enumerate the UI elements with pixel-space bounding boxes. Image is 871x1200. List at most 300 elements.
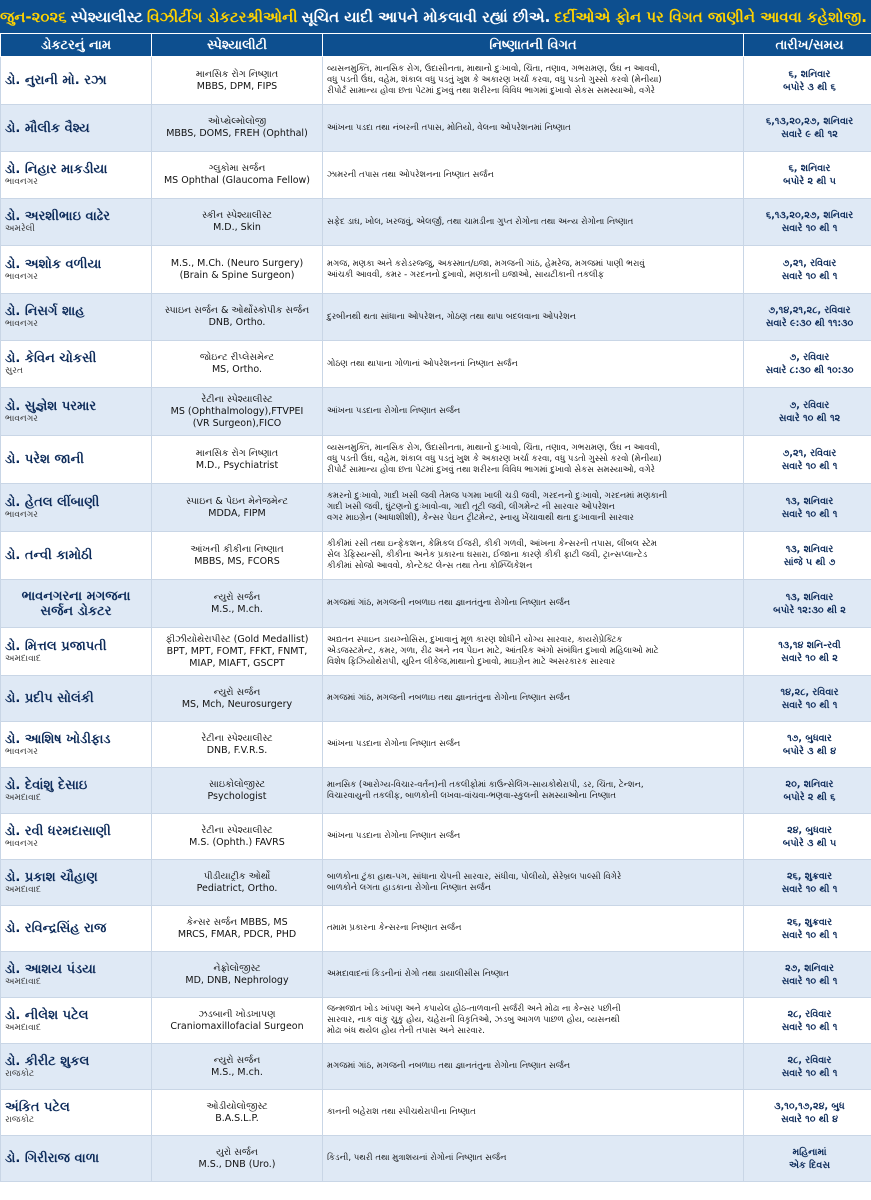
table-row: [1, 952, 871, 998]
specialty-line: ફીઝીયોથેરાપીસ્ટ (Gold Medallist): [165, 633, 309, 645]
specialty-line: સ્કીન સ્પેશ્યાલીસ્ટ: [202, 210, 272, 221]
doctor-name: ડો. કેવિન ચોકસી: [5, 351, 97, 366]
cell-details: [323, 814, 744, 860]
table-row: [1, 722, 871, 768]
doctor-name: ડો. આશય પંડયા: [5, 961, 96, 977]
cell-details: [323, 294, 744, 341]
cell-date-time: [744, 484, 871, 532]
doctor-city: અમદાવાદ: [5, 976, 41, 987]
cell-date-time: [744, 906, 871, 952]
doctor-schedule-table: [0, 33, 871, 1182]
cell-doctor: [1, 199, 152, 246]
specialty-line: BPT, MPT, FOMT, FFKT, FNMT,: [166, 645, 308, 657]
cell-date-time: [744, 580, 871, 628]
visit-date: ૨૮, રવિવાર: [787, 1054, 832, 1066]
cell-details: [323, 57, 744, 105]
cell-specialty: [152, 436, 323, 484]
cell-details: [323, 484, 744, 532]
visit-time: સવારે ૧૦ થી ૧: [781, 883, 838, 895]
cell-date-time: [744, 628, 871, 676]
detail-line: આંખના પડદાના રોગોના નિષ્ણાત સર્જન: [327, 831, 461, 841]
visit-time: સવારે ૮:૩૦ થી ૧૦:૩૦: [765, 365, 854, 376]
specialty-line: ન્યુરો સર્જન: [213, 1054, 261, 1066]
cell-doctor: [1, 1044, 152, 1090]
doctor-city: ભાવનગર: [5, 509, 38, 520]
visit-date: ૨૪, બુધવાર: [787, 824, 832, 836]
cell-details: [323, 676, 744, 722]
visit-time: સવારે ૯:૩૦ થી ૧૧:૩૦: [765, 318, 854, 329]
visit-time: સવારે ૧૦ થી ૧: [781, 699, 838, 711]
detail-line: અમદાવાદનાં કિડનીનાં રોગો તથા ડાયાલીસીસ નિષ્ણાત: [327, 969, 509, 979]
table-row: [1, 768, 871, 814]
cell-doctor: [1, 814, 152, 860]
specialty-line: M.D., Psychiatrist: [195, 459, 279, 471]
doctor-name: ડો. નીલેશ પટેલ: [5, 1007, 89, 1023]
cell-details: [323, 1044, 744, 1090]
detail-line: આંખના પડદાના રોગોના નિષ્ણાત સર્જન: [327, 739, 461, 749]
specialty-line: રેટીના સ્પેશ્યાલીસ્ટ: [201, 393, 273, 405]
specialty-line: રેટીના સ્પેશ્યાલીસ્ટ: [201, 824, 273, 836]
specialty-line: DNB, F.V.R.S.: [206, 744, 268, 756]
doctor-name: ડો. ગિરીરાજ વાળા: [5, 1151, 100, 1166]
doctor-city: ભાવનગર: [5, 319, 38, 329]
doctor-city: ભાવનગર: [5, 271, 38, 282]
visit-date: ૧૪,૨૮, રવિવાર: [780, 686, 839, 698]
banner-text-1: સ્પેશ્યાલીસ્ટ: [70, 7, 143, 26]
table-row: [1, 860, 871, 906]
detail-line: તમામ પ્રકારના કેન્સરના નિષ્ણાત સર્જન: [327, 923, 462, 933]
header-specialty: સ્પેશ્યાલીટી: [152, 34, 323, 57]
cell-details: [323, 768, 744, 814]
visit-time: સવારે ૧૦ થી ૧: [781, 929, 838, 941]
specialty-line: (VR Surgeon),FICO: [192, 417, 282, 429]
table-body: [1, 57, 871, 1182]
cell-date-time: [744, 57, 871, 105]
specialty-line: ઓડીયોલોજીસ્ટ: [206, 1100, 268, 1112]
specialty-line: ન્યુરો સર્જન: [213, 686, 261, 698]
cell-doctor: [1, 1090, 152, 1136]
cell-doctor: [1, 388, 152, 436]
visit-date: ૭, રવિવાર: [789, 399, 830, 411]
table-row: [1, 998, 871, 1044]
cell-doctor: [1, 722, 152, 768]
doctor-name: ડો. રવિન્દ્રસિંહ રાજ: [5, 921, 107, 936]
cell-date-time: [744, 388, 871, 436]
table-row: [1, 294, 871, 341]
doctor-city: અમદાવાદ: [5, 653, 41, 664]
visit-time: સવારે ૧૦ થી ૪: [780, 1113, 839, 1125]
specialty-line: MIAP, MIAFT, GSCPT: [189, 657, 285, 669]
specialty-line: MD, DNB, Nephrology: [185, 974, 289, 986]
specialty-line: MS Ophthal (Glaucoma Fellow): [163, 175, 311, 186]
banner-highlight: વિઝીટીંગ ડોકટરશ્રીઓની: [146, 7, 298, 26]
specialty-line: સ્પાઇન & પેઇન મેનેજમેન્ટ: [186, 495, 288, 507]
detail-line: વિશેષ ફિઝિયોથેરાપી, યુરિન લીકેજ,માથાનો દુખાવો, માઇગ્રેન માટે અસરકારક સારવાર: [327, 657, 616, 667]
table-row: [1, 1090, 871, 1136]
visit-time: બપોરે ૨ થી ૫: [783, 176, 836, 187]
detail-line: જન્મજાત ખોડ ખાંપણ અને કપાયેલ હોઠ-તાળવાની સર્જરી અને મોઢા ના કેન્સર પછીની: [327, 1004, 621, 1014]
specialty-line: સાઇકોલોજીસ્ટ: [208, 778, 266, 790]
cell-date-time: [744, 532, 871, 580]
detail-line: મોઢા બંધ થયેલ હોય તેની તપાસ અને સારવાર.: [327, 1026, 485, 1036]
visit-date: ૭,૨૧, રવિવાર: [782, 447, 837, 459]
detail-line: આંચકી આવવી, કમર - ગરદનનો દુખાવો, મણકાની ઇજાઓ, સાયટીકાની તકલીફ: [327, 269, 604, 280]
detail-line: સફેદ ડાઘ, ખોલ, ખરજવું, એલર્જી, તથા ચામડીના ગુપ્ત રોગોના તથા અન્ય રોગોના નિષ્ણાત: [327, 216, 634, 227]
table-row: [1, 676, 871, 722]
visit-date: ૭,૨૧, રવિવાર: [782, 257, 837, 269]
detail-line: સેલ ડેફિસ્યન્સી, કીકીના અનેક પ્રકારના ઘસારા, ઈજાના કારણે કીકી ફાટી જવી, ટ્રાન્સપ્લાન્ટેડ: [327, 550, 648, 560]
doctor-name: ડો. મૌલીક વૈશ્ય: [5, 120, 90, 136]
cell-doctor: [1, 952, 152, 998]
doctor-name: ડો. કીરીટ શુકલ: [5, 1053, 90, 1069]
detail-line: વિચારવાયુની તકલીફ, બાળકોની લખવા-વાંચવા-ભણવા-સ્કુલની સમસ્યાઓના નિષ્ણાત: [327, 790, 616, 801]
cell-details: [323, 1090, 744, 1136]
visit-date: ૨૬, શુક્રવાર: [786, 870, 832, 882]
doctor-name: ડો. પ્રકાશ ચૌહાણ: [5, 869, 98, 885]
table-row: [1, 814, 871, 860]
doctor-city: અમરેલી: [5, 224, 35, 234]
cell-date-time: [744, 998, 871, 1044]
visit-date: ૧૩,૧૪ શનિ-રવી: [778, 639, 841, 651]
visit-date: ૨૭, શનિવાર: [785, 962, 834, 974]
cell-doctor: [1, 57, 152, 105]
visit-date: ૨૬, શુક્રવાર: [786, 916, 832, 928]
cell-details: [323, 388, 744, 436]
detail-line: સારવાર, નાક વાંકુ ચુકુ હોય, ચહેરાની વિકૃતિઓ, ઝડબુ આગળ પાછળ હોય, વ્યસનથી: [327, 1015, 620, 1025]
doctor-name: ડો. નિસર્ગ શાહ: [5, 304, 85, 319]
specialty-line: યુરો સર્જન: [216, 1146, 258, 1158]
cell-specialty: [152, 860, 323, 906]
cell-date-time: [744, 860, 871, 906]
header-details: નિષ્ણાતની વિગત: [323, 34, 744, 57]
specialty-line: માનસિક રોગ નિષ્ણાત: [195, 447, 279, 459]
detail-line: દુરબીનથી થતા સાંધાના ઓપરેશન, ગોઠણ તથા થાપા બદલવાના ઓપરેશન: [327, 311, 576, 322]
cell-specialty: [152, 768, 323, 814]
doctor-name: ડો. હેતલ લીંબાણી: [5, 494, 100, 510]
detail-line: મગજ, મણકા અને કરોડરજ્જુ, અકસ્માત/ઇજા, મગજની ગાંઠ, હેમરેજ, મગજમાં પાણી ભરાવું: [327, 258, 645, 269]
specialty-line: MBBS, MS, FCORS: [194, 555, 280, 567]
table-row: [1, 436, 871, 484]
cell-specialty: [152, 580, 323, 628]
detail-line: રીપોર્ટ સામાન્ય હોવા છતા પેટમાં દુખવું તથા શરીરના વિવિધ ભાગમાં દુખાવો સેકસ સમસ્યાઓ, વગેરે: [327, 465, 655, 475]
cell-details: [323, 341, 744, 388]
cell-date-time: [744, 341, 871, 388]
specialty-line: M.S., DNB (Uro.): [198, 1158, 276, 1170]
cell-details: [323, 199, 744, 246]
detail-line: વધુ પડતી ઉંઘ, વહેમ, શંકાલ વધુ પડતું ખુશ કે અકારણ ખર્ચા કરવા, વધુ પડતો ગુસ્સો કરવો (મેનીયા): [327, 454, 662, 464]
cell-doctor: [1, 768, 152, 814]
table-row: [1, 199, 871, 246]
cell-doctor: [1, 436, 152, 484]
doctor-name: ડો. અશોક વળીયા: [5, 256, 102, 272]
specialty-line: MBBS, DPM, FIPS: [196, 80, 278, 92]
cell-doctor: [1, 998, 152, 1044]
cell-doctor: [1, 532, 152, 580]
specialty-line: સ્પાઇન સર્જન & ઓર્થોસ્કોપીક સર્જન: [164, 305, 310, 316]
cell-date-time: [744, 768, 871, 814]
cell-date-time: [744, 1136, 871, 1182]
specialty-line: Craniomaxillofacial Surgeon: [170, 1020, 304, 1032]
header-doctor-name: ડોકટરનું નામ: [1, 34, 152, 57]
table-row: [1, 246, 871, 294]
cell-date-time: [744, 105, 871, 152]
cell-date-time: [744, 676, 871, 722]
detail-line: ગોઠણ તથા થાપાના ગોળાનાં ઓપરેશનનાં નિષ્ણાત સર્જન: [327, 358, 518, 369]
specialty-line: MBBS, DOMS, FREH (Ophthal): [166, 128, 308, 139]
specialty-line: M.S., M.Ch. (Neuro Surgery): [170, 257, 304, 269]
visit-time: એક દિવસ: [788, 1159, 831, 1171]
cell-specialty: [152, 1044, 323, 1090]
specialty-line: MS, Mch, Neurosurgery: [181, 698, 293, 710]
specialty-line: ન્યુરો સર્જન: [213, 591, 261, 603]
cell-doctor: [1, 906, 152, 952]
detail-line: વ્યસનમુક્તિ, માનસિક રોગ, ઉદાસીનતા, માથાનો દુઃખાવો, ચિંતા, તણાવ, ગભરામણ, ઉંઘ ન આવવી,: [327, 64, 660, 74]
cell-specialty: [152, 341, 323, 388]
specialty-line: રેટીના સ્પેશ્યાલીસ્ટ: [201, 732, 273, 744]
visit-time: બપોરે ૧૨:૩૦ થી ૨: [773, 604, 846, 616]
doctor-city: અમદાવાદ: [5, 1022, 41, 1033]
specialty-line: આંખની કીકીના નિષ્ણાત: [190, 543, 284, 555]
doctor-name: ડો. અરશીભાઇ વાઢેર: [5, 209, 110, 224]
specialty-line: B.A.S.L.P.: [215, 1112, 259, 1124]
visit-time: સવારે ૧૦ થી ૨: [781, 652, 838, 664]
visit-date: મહિનામાં: [792, 1146, 827, 1158]
table-row: [1, 580, 871, 628]
doctor-name: ડો. દેવાંશુ દેસાઇ: [5, 777, 88, 793]
cell-date-time: [744, 1044, 871, 1090]
cell-date-time: [744, 199, 871, 246]
cell-date-time: [744, 246, 871, 294]
visit-time: બપોરે ૩ થી ૫: [782, 837, 837, 849]
visit-time: સવારે ૧૦ થી ૧: [781, 1067, 838, 1079]
visit-time: સાંજે ૫ થી ૭: [783, 556, 836, 568]
cell-specialty: [152, 152, 323, 199]
specialty-line: MS, Ortho.: [211, 364, 263, 375]
cell-details: [323, 246, 744, 294]
cell-specialty: [152, 906, 323, 952]
cell-specialty: [152, 1136, 323, 1182]
cell-date-time: [744, 1090, 871, 1136]
banner-text-2: સૂચિત યાદી આપને મોકલાવી રહ્યાં છીએ.: [301, 7, 551, 26]
visit-time: સવારે ૧૦ થી ૧: [781, 223, 838, 234]
table-row: [1, 1044, 871, 1090]
detail-line: બાળકોના ટુંકા હાથ-પગ, સાંધાના ચેપની સારવાર, સંધીવા, પોલીયો, સેરેબ્રલ પાલ્સી વિગેરે: [327, 871, 622, 882]
visit-date: ૧૩, શનિવાર: [785, 591, 834, 603]
doctor-name: અંકિત પટેલ: [5, 1099, 70, 1115]
visit-time: સવારે ૯ થી ૧૨: [781, 129, 838, 140]
specialty-line: જોઇન્ટ રીપ્લેસમેન્ટ: [199, 352, 275, 363]
cell-date-time: [744, 436, 871, 484]
doctor-city: રાજકોટ: [5, 1068, 35, 1079]
specialty-line: M.D., Skin: [213, 222, 261, 233]
cell-specialty: [152, 998, 323, 1044]
cell-doctor: [1, 105, 152, 152]
specialty-line: ઓપ્થેલ્મોલોજી: [207, 116, 267, 127]
detail-line: કીકીમાં રસી તથા ઇન્ફેકશન, કેમિકલ ઈજરી, કીકી ગળવી, આંખના કેન્સરની તપાસ, લીંબલ સ્ટેમ: [327, 539, 657, 549]
visit-time: સવારે ૧૦ થી ૧: [781, 508, 838, 520]
cell-doctor: [1, 246, 152, 294]
cell-specialty: [152, 484, 323, 532]
doctor-name: ડો. સુજ્ઞેશ પરમાર: [5, 398, 97, 414]
doctor-city: ભાવનગર: [5, 177, 38, 187]
visit-time: સવારે ૧૦ થી ૧: [781, 1021, 838, 1033]
visit-date: ૭, રવિવાર: [789, 352, 830, 363]
detail-line: મગજમાં ગાંઠ, મગજની નબળાઇ તથા જ્ઞાનતંતુના રોગોના નિષ્ણાત સર્જન: [327, 1061, 571, 1071]
cell-details: [323, 580, 744, 628]
cell-specialty: [152, 628, 323, 676]
cell-specialty: [152, 105, 323, 152]
detail-line: કમરનો દુઃખાવો, ગાદી ખસી જવી તેમજ પગમા ખાલી ચડી જવી, ગરદનનો દુઃખાવો, ગરદનમાં મણકાની: [327, 491, 668, 501]
cell-doctor: [1, 152, 152, 199]
table-row: [1, 484, 871, 532]
visit-date: ૨૦, શનિવાર: [785, 778, 834, 790]
visit-time: સવારે ૧૦ થી ૧૨: [778, 412, 841, 424]
cell-specialty: [152, 676, 323, 722]
doctor-city: ભાવનગર: [5, 838, 38, 849]
visit-date: ૩,૧૦,૧૭,૨૪, બુધ: [774, 1100, 845, 1112]
doctor-city: રાજકોટ: [5, 1114, 35, 1125]
detail-line: કીકીમાં સોજો આવવો, કોન્ટેક્ટ લેન્સ તથા તેના કોમ્પ્લિકેશન: [327, 561, 533, 571]
cell-doctor: [1, 484, 152, 532]
specialty-line: (Brain & Spine Surgeon): [179, 269, 295, 281]
detail-line: માનસિક (આરોગ્ય-વિચાર-વર્તન)ની તકલીફોમાં કાઉન્સેલિંગ-સાયકોથેરાપી, ડર, ચિંતા, ટેન્શન,: [327, 779, 644, 790]
detail-line: અદ્યતન સ્પાઇન ડાયગ્નોસિસ, દુખાવાનું મૂળ કારણ શોધીને યોગ્ય સારવાર, કાયરોપ્રેક્ટિક: [327, 635, 623, 645]
visit-time: બપોરે ૩ થી ૪: [782, 745, 837, 757]
table-header-row: [1, 34, 871, 57]
doctor-city: અમદાવાદ: [5, 792, 41, 803]
cell-specialty: [152, 722, 323, 768]
cell-specialty: [152, 199, 323, 246]
specialty-line: M.S., M.ch.: [211, 603, 263, 615]
specialty-line: M.S. (Ophth.) FAVRS: [189, 836, 285, 848]
doctor-name: ડો. પ્રદીપ સોલંકી: [5, 691, 94, 706]
doctor-name: ડો. આશિષ ખોડીફાડ: [5, 731, 111, 747]
detail-line: આંખના પડદાના રોગોના નિષ્ણાત સર્જન: [327, 406, 461, 416]
banner-note: દર્દીઓએ ફોન પર વિગત જાણીને આવવા કહેશોજી.: [554, 7, 867, 26]
detail-line: વગર માઇગ્રેન (આધાશીશી), કેન્સર પેઇન ટ્રીટમેન્ટ, સ્નાયુ ખેંચાવાથી થતા દુઃખાવાની સારવાર: [327, 513, 634, 523]
doctor-name: ડો. તન્વી કામોઠી: [5, 548, 93, 563]
visit-date: ૬,૧૩,૨૦,૨૭, શનિવાર: [765, 210, 854, 221]
detail-line: વધુ પડતી ઉંઘ, વહેમ, શંકાલ વધુ પડતું ખુશ કે અકારણ ખર્ચા કરવા, વધુ પડતો ગુસ્સો કરવો (મેનીયા): [327, 75, 662, 85]
doctor-city: સુરત: [5, 366, 23, 376]
doctor-name: ડો. રવી ધરમદાસાણી: [5, 823, 111, 839]
doctor-name: ભાવનગરના મગજના સર્જન ડોકટર: [21, 588, 131, 619]
cell-specialty: [152, 294, 323, 341]
cell-doctor: [1, 676, 152, 722]
visit-time: સવારે ૧૦ થી ૧: [781, 460, 838, 472]
cell-details: [323, 105, 744, 152]
cell-specialty: [152, 1090, 323, 1136]
specialty-line: MDDA, FIPM: [208, 507, 266, 519]
visit-date: ૨૮, રવિવાર: [787, 1008, 832, 1020]
detail-line: બાળકોને લગતા હાડકાના રોગોના નિષ્ણાત સર્જન: [327, 882, 491, 893]
specialty-line: MS (Ophthalmology),FTVPEI: [170, 405, 304, 417]
cell-details: [323, 998, 744, 1044]
table-row: [1, 628, 871, 676]
cell-specialty: [152, 814, 323, 860]
cell-doctor: [1, 628, 152, 676]
cell-specialty: [152, 246, 323, 294]
cell-doctor: [1, 860, 152, 906]
table-row: [1, 532, 871, 580]
cell-details: [323, 722, 744, 768]
specialty-line: DNB, Ortho.: [208, 317, 266, 328]
cell-details: [323, 952, 744, 998]
detail-line: ઝામરની તપાસ તથા ઓપરેશનના નિષ્ણાત સર્જન: [327, 169, 494, 180]
cell-details: [323, 628, 744, 676]
table-row: [1, 906, 871, 952]
cell-specialty: [152, 57, 323, 105]
detail-line: વ્યસનમુક્તિ, માનસિક રોગ, ઉદાસીનતા, માથાનો દુઃખાવો, ચિંતા, તણાવ, ગભરામણ, ઉંઘ ન આવવી,: [327, 443, 660, 453]
cell-details: [323, 906, 744, 952]
doctor-name: ડો. પરેશ જાની: [5, 452, 85, 467]
detail-line: ગાદી ખસી જવી, ઘુંટણનો દુઃખાવો-વા, ગાદી તૂટી જવી, લીગમેન્ટ ની સારવાર ઓપરેશન: [327, 502, 615, 512]
table-row: [1, 152, 871, 199]
cell-specialty: [152, 532, 323, 580]
cell-specialty: [152, 952, 323, 998]
cell-specialty: [152, 388, 323, 436]
visit-date: ૧૩, શનિવાર: [785, 495, 834, 507]
specialty-line: MRCS, FMAR, PDCR, PHD: [177, 928, 297, 940]
cell-date-time: [744, 722, 871, 768]
detail-line: મગજમાં ગાંઠ, મગજની નબળાઇ તથા જ્ઞાનતંતુના રોગોના નિષ્ણાત સર્જન: [327, 598, 571, 608]
cell-doctor: [1, 294, 152, 341]
visit-date: ૬, શનિવાર: [788, 163, 831, 174]
table-row: [1, 341, 871, 388]
table-row: [1, 57, 871, 105]
doctor-name: ડો. મિત્તલ પ્રજાપતી: [5, 638, 107, 654]
detail-line: કિડની, પથરી તથા મુત્રાશયનાં રોગોનાં નિષ્ણાત સર્જન: [327, 1153, 507, 1163]
cell-details: [323, 532, 744, 580]
cell-details: [323, 436, 744, 484]
visit-time: બપોરે ૩ થી ૬: [783, 81, 836, 93]
cell-doctor: [1, 1136, 152, 1182]
doctor-name: ડો. નિહાર માકડીયા: [5, 162, 108, 177]
visit-date: ૬,૧૩,૨૦,૨૭, શનિવાર: [765, 116, 854, 127]
doctor-city: અમદાવાદ: [5, 884, 41, 895]
doctor-city: ભાવનગર: [5, 413, 38, 424]
detail-line: રીપોર્ટ સામાન્ય હોવા છતા પેટમાં દુખવું તથા શરીરના વિવિધ ભાગમાં દુખાવો સેકસ સમસ્યાઓ, વગેરે: [327, 86, 655, 96]
cell-date-time: [744, 814, 871, 860]
specialty-line: કેન્સર સર્જન MBBS, MS: [186, 916, 288, 928]
specialty-line: માનસિક રોગ નિષ્ણાત: [195, 68, 279, 80]
doctor-city: ભાવનગર: [5, 746, 38, 757]
banner: [0, 0, 871, 33]
specialty-line: M.S., M.ch.: [211, 1066, 263, 1078]
visit-time: સવારે ૧૦ થી ૧: [781, 975, 838, 987]
cell-doctor: [1, 580, 152, 628]
visit-time: બપોરે ૨ થી ૬: [783, 791, 836, 803]
table-row: [1, 388, 871, 436]
specialty-line: પીડીયાટ્રીક ઓર્થો: [203, 870, 271, 882]
cell-details: [323, 860, 744, 906]
visit-date: ૭,૧૪,૨૧,૨૮, રવિવાર: [768, 305, 851, 316]
visit-date: ૧૩, શનિવાર: [785, 543, 834, 555]
cell-date-time: [744, 952, 871, 998]
visit-date: ૧૭, બુધવાર: [787, 732, 832, 744]
specialty-line: નેફ્રોલોજીસ્ટ: [213, 962, 261, 974]
cell-doctor: [1, 341, 152, 388]
cell-details: [323, 1136, 744, 1182]
table-row: [1, 1136, 871, 1182]
cell-details: [323, 152, 744, 199]
detail-line: કાનની બહેરાશ તથા સ્પીચથેરાપીના નિષ્ણાત: [327, 1107, 476, 1117]
banner-month: જુન-૨૦૨૬: [0, 7, 67, 26]
specialty-line: Pediatrict, Ortho.: [196, 882, 278, 894]
cell-date-time: [744, 294, 871, 341]
detail-line: આંખના પડદા તથા નંબરની તપાસ, મોતિયો, વેલના ઓપરેશનમાં નિષ્ણાત: [327, 122, 571, 133]
specialty-line: ઝડબાની ખોડખાપણ: [198, 1008, 276, 1020]
